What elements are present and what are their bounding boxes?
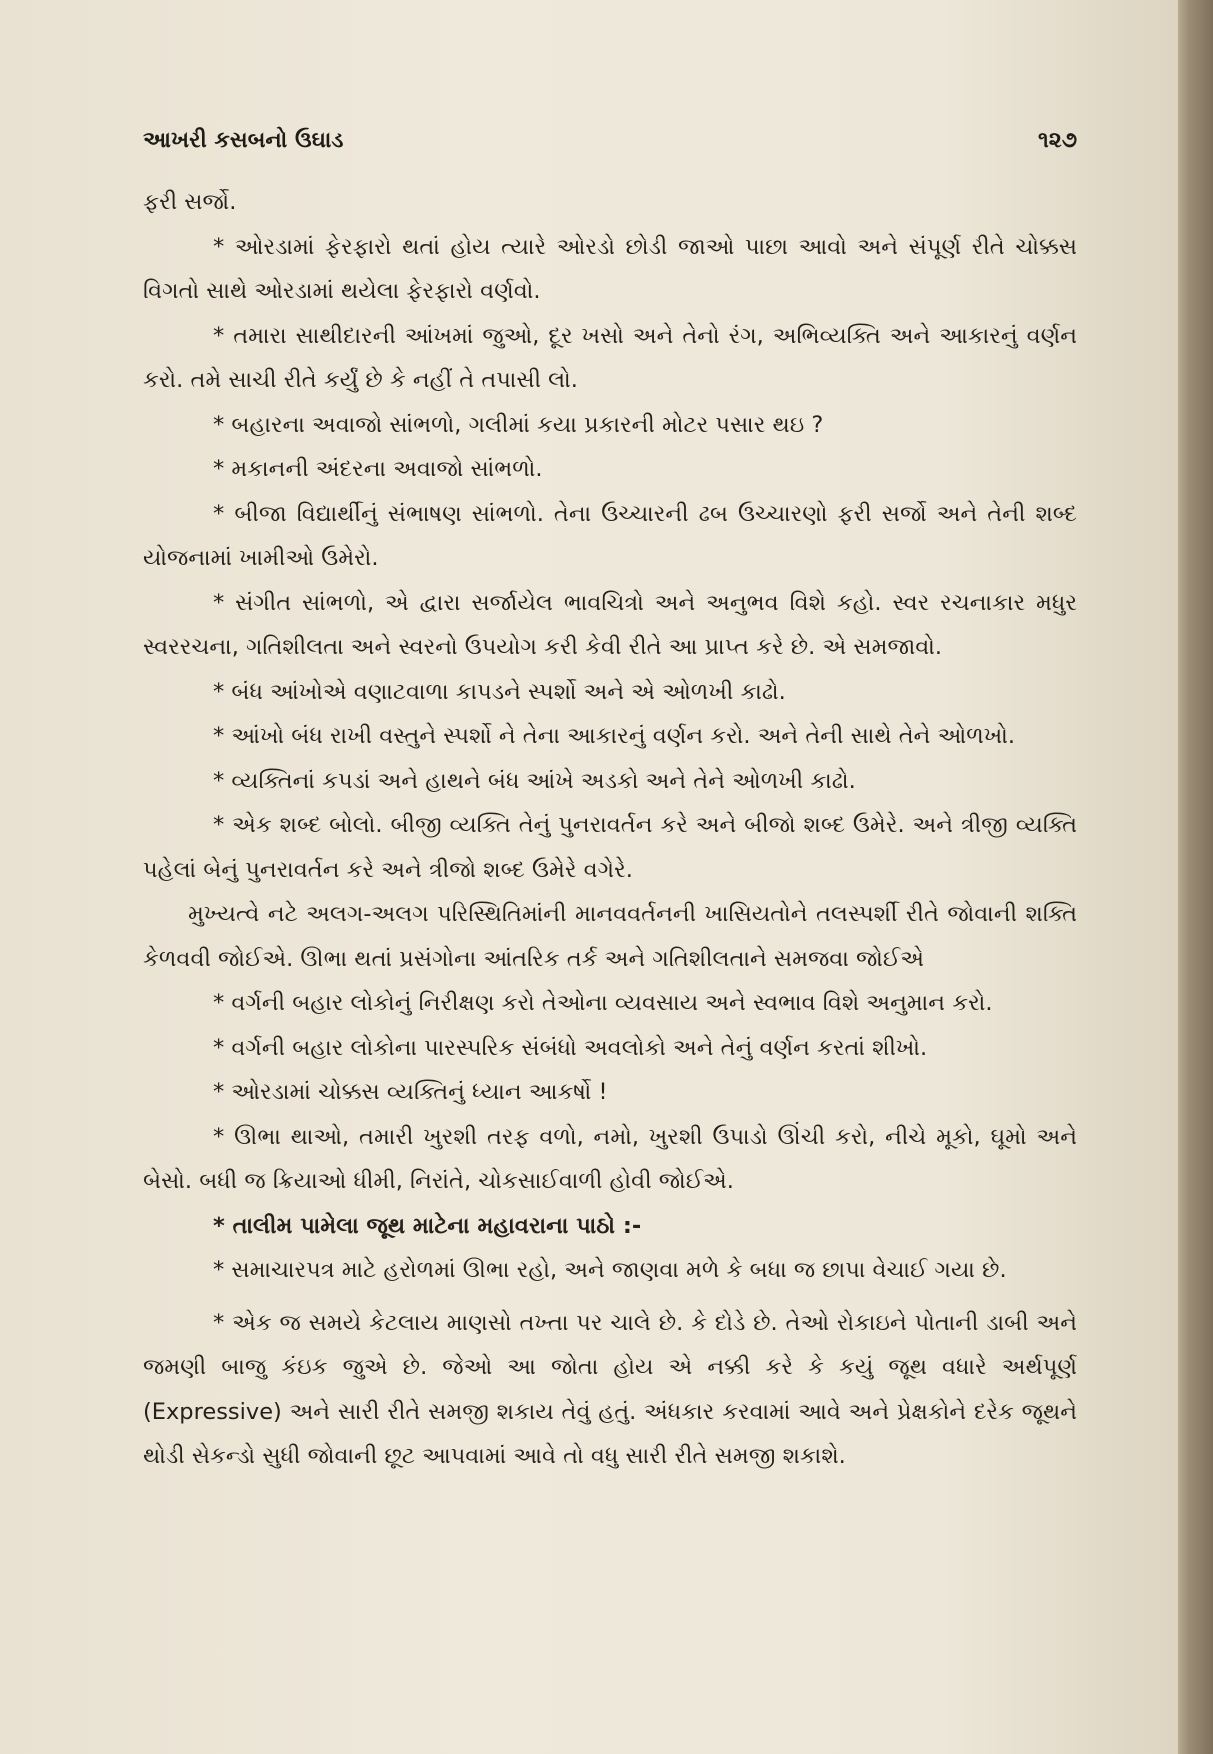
exercise-item: * ઓરડામાં ચોક્કસ વ્યક્તિનું ધ્યાન આકર્ષો ! [213, 1079, 608, 1105]
body-paragraph: મુખ્યત્વે નટે અલગ-અલગ પરિસ્થિતિમાંની માનવવર્તનની ખાસિયતોને તલસ્પર્શી રીતે જોવાની શક્તિ કેળવવી જોઈએ. ઊભા થતાં પ્રસંગોના આંતરિક તર્ક અને ગતિશીલતાને સમજવા જોઈએ [143, 901, 1077, 972]
running-head: આખરી કસબનો ઉઘાડ [143, 128, 344, 153]
exercise-item: * બંધ આંખોએ વણાટવાળા કાપડને સ્પર્શો અને એ ઓળખી કાઢો. [213, 678, 786, 705]
exercise-item: * બીજા વિદ્યાર્થીનું સંભાષણ સાંભળો. તેના ઉચ્ચારની ઢબ ઉચ્ચારણો ફરી સર્જો અને તેની શબ્દ યોજનામાં ખામીઓ ઉમેરો. [143, 500, 1077, 571]
exercise-item: * સમાચારપત્ર માટે હરોળમાં ઊભા રહો, અને જાણવા મળે કે બધા જ છાપા વેચાઈ ગયા છે. [213, 1257, 1007, 1283]
exercise-item: * એક શબ્દ બોલો. બીજી વ્યક્તિ તેનું પુનરાવર્તન કરે અને બીજો શબ્દ ઉમેરે. અને ત્રીજી વ્યક્તિ પહેલાં બેનું પુનરાવર્તન કરે અને ત્રીજો શબ્દ ઉમેરે વગેરે. [143, 812, 1077, 883]
exercise-item: * ઓરડામાં ફેરફારો થતાં હોય ત્યારે ઓરડો છોડી જાઓ પાછા આવો અને સંપૂર્ણ રીતે ચોક્કસ વિગતો સાથે ઓરડામાં થયેલા ફેરફારો વર્ણવો. [143, 233, 1077, 304]
exercise-item: * મકાનની અંદરના અવાજો સાંભળો. [213, 456, 543, 482]
exercise-item: * વર્ગની બહાર લોકોનું નિરીક્ષણ કરો તેઓના વ્યવસાય અને સ્વભાવ વિશે અનુમાન કરો. [213, 990, 993, 1016]
body-text [143, 180, 1077, 1479]
section-subheading: * તાલીમ પામેલા જૂથ માટેના મહાવરાના પાઠો :- [213, 1212, 642, 1239]
page-number: ૧૨૭ [1038, 128, 1077, 153]
exercise-item: * ઊભા થાઓ, તમારી ખુરશી તરફ વળો, નમો, ખુરશી ઉપાડો ઊંચી કરો, નીચે મૂકો, ઘૂમો અને બેસો. બધી જ ક્રિયાઓ ધીમી, નિરાંતે, ચોકસાઈવાળી હોવી જોઈએ. [143, 1123, 1077, 1194]
exercise-item: * આંખો બંધ રાખી વસ્તુને સ્પર્શો ને તેના આકારનું વર્ણન કરો. અને તેની સાથે તેને ઓળખો. [213, 723, 1016, 749]
page-header [143, 128, 1077, 168]
exercise-item: * વર્ગની બહાર લોકોના પારસ્પરિક સંબંધો અવલોકો અને તેનું વર્ણન કરતાં શીખો. [213, 1034, 928, 1061]
exercise-item: * સંગીત સાંભળો, એ દ્વારા સર્જાયેલ ભાવચિત્રો અને અનુભવ વિશે કહો. સ્વર રચનાકાર મધુર સ્વરરચના, ગતિશીલતા અને સ્વરનો ઉપયોગ કરી કેવી રીતે આ પ્રાપ્ત કરે છે. એ સમજાવો. [143, 589, 1077, 660]
paragraph-continuation: ફરી સર્જો. [143, 189, 237, 215]
exercise-item: * બહારના અવાજો સાંભળો, ગલીમાં કયા પ્રકારની મોટર પસાર થઇ ? [213, 411, 824, 438]
exercise-item: * તમારા સાથીદારની આંખમાં જુઓ, દૂર ખસો અને તેનો રંગ, અભિવ્યક્તિ અને આકારનું વર્ણન કરો. તમે સાચી રીતે કર્યું છે કે નહીં તે તપાસી લો. [143, 322, 1077, 393]
exercise-item: * વ્યક્તિનાં કપડાં અને હાથને બંધ આંખે અડકો અને તેને ઓળખી કાઢો. [213, 767, 856, 794]
exercise-item: * એક જ સમયે કેટલાય માણસો તખ્તા પર ચાલે છે. કે દોડે છે. તેઓ રોકાઇને પોતાની ડાબી અને જમણી બાજુ કંઇક જુએ છે. જેઓ આ જોતા હોય એ નક્કી કરે કે કયું જૂથ વધારે અર્થપૂર્ણ (Expressive) અને સારી રીતે સમજી શકાય તેવું હતું. અંધકાર કરવામાં આવે અને પ્રેક્ષકોને દરેક જૂથને થોડી સેકન્ડો સુધી જોવાની છૂટ આપવામાં આવે તો વધુ સારી રીતે સમજી શકાશે. [143, 1309, 1077, 1469]
page-stack-edge [1178, 0, 1213, 1754]
